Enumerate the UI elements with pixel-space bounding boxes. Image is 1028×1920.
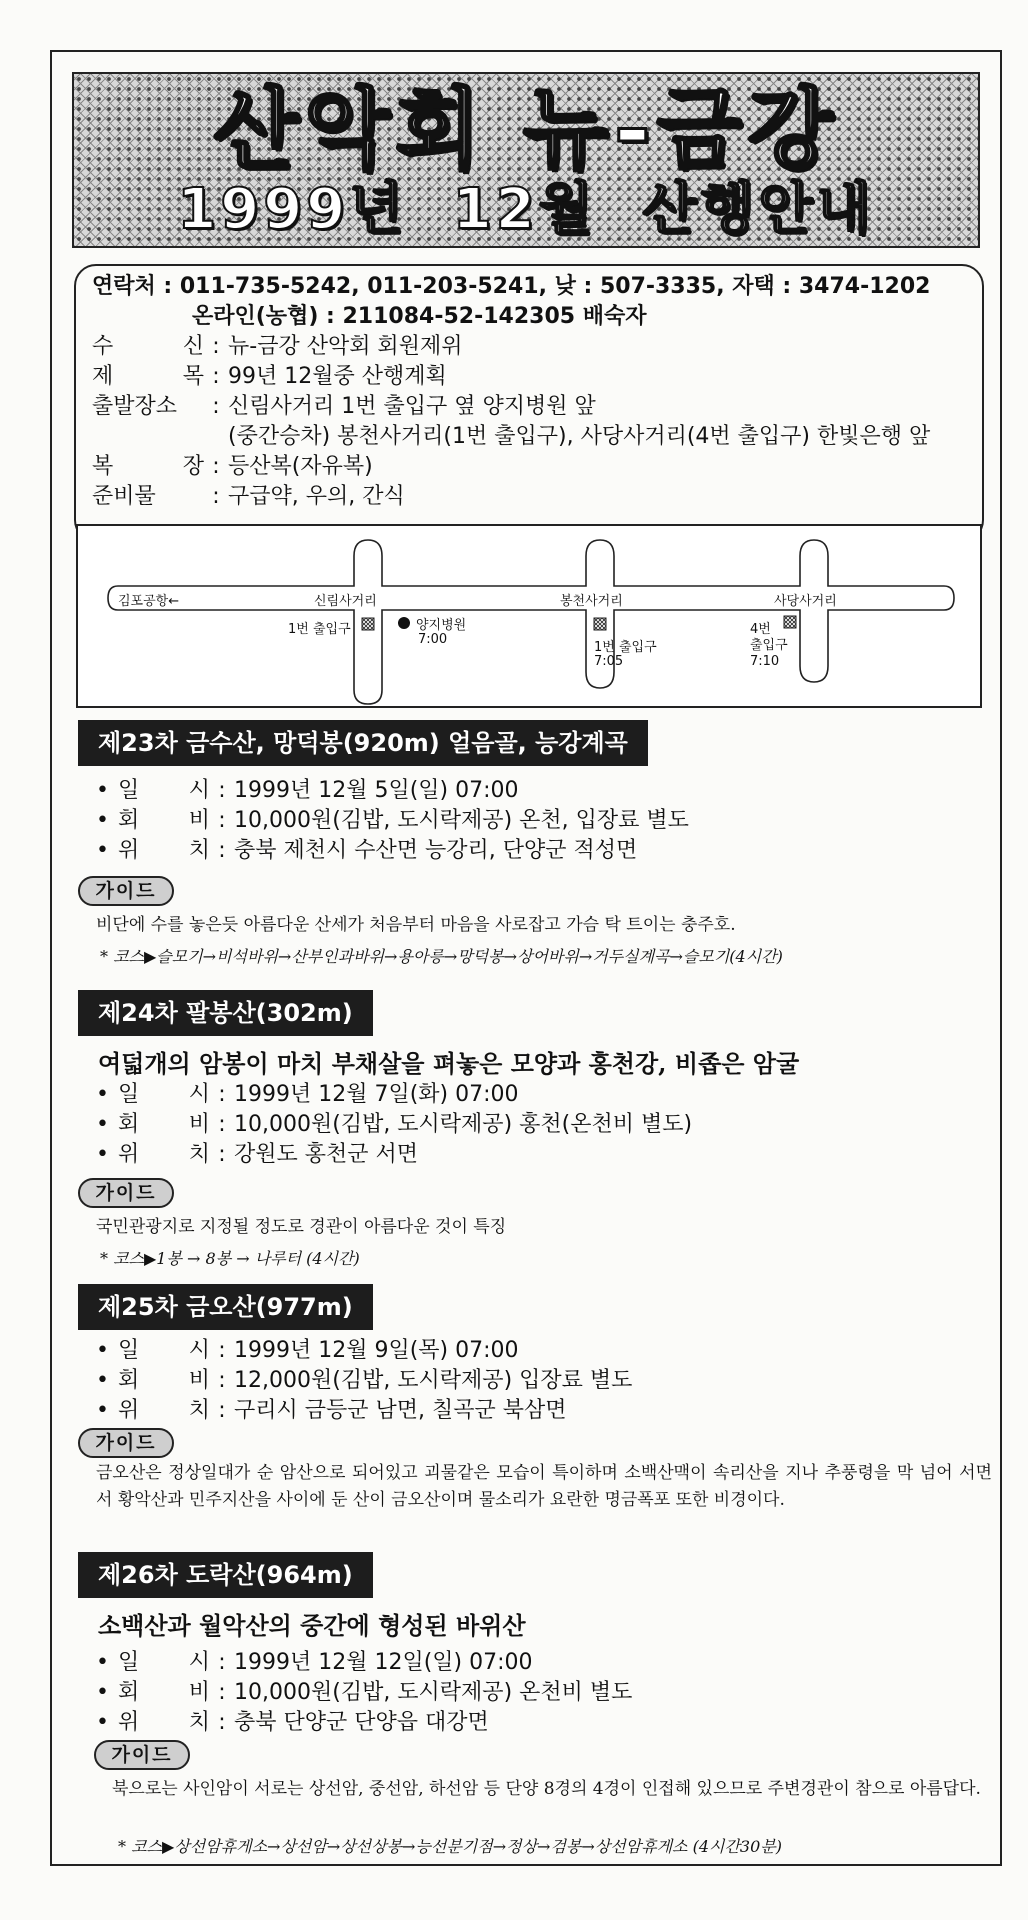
trip-25-details: • 일 시 : 1999년 12월 9일(목) 07:00 • 회 비 : 12,000원(김밥, 도시락제공) 입장료 별도 • 위 치 : 구리시 금등군 남면, 칠곡군 북삼면 [96,1336,632,1426]
sillim-exit-marker [362,618,374,630]
trip-26-guide-text: 북으로는 사인암이 서로는 상선암, 중선암, 하선암 등 단양 8경의 4경이 인접해 있으므로 주변경관이 참으로 아름답다. [112,1779,981,1799]
route-map [76,524,982,708]
info-row-supplies: 준비물 : 구급약, 우의, 간식 [92,484,405,509]
trip-24-course: * 코스▶1봉 → 8봉 → 나루터 (4시간) [100,1249,360,1268]
bongcheon-exit-label: 1번 출입구 [594,640,657,655]
info-row-recipient: 수 신 : 뉴-금강 산악회 회원제위 [92,334,463,359]
trip-23-date: 1999년 12월 5일(일) 07:00 [234,778,519,803]
sadang-exit-label-2: 출입구 [750,638,788,653]
hospital-marker [398,617,410,629]
sadang-label: 사당사거리 [774,594,837,609]
trip-23-course: * 코스▶슬모기→비석바위→산부인과바위→용아릉→망덕봉→상어바위→거두실계곡→슬모기(4시간) [100,947,783,966]
trip-26-location: 충북 단양군 단양읍 대강면 [234,1710,489,1735]
info-row-pickup: (중간승차) 봉천사거리(1번 출입구), 사당사거리(4번 출입구) 한빛은행 앞 [228,424,931,449]
trip-25-date: 1999년 12월 9일(목) 07:00 [234,1338,519,1363]
trip-23-fee: 10,000원(김밥, 도시락제공) 온천, 입장료 별도 [234,808,689,833]
club-title: 산악회 뉴-금강 [213,78,839,181]
trip-23-guide-text: 비단에 수를 놓은듯 아름다운 산세가 처음부터 마음을 사로잡고 가슴 탁 트이는 충주호. [96,915,736,935]
contact-line: 연락처 : 011-735-5242, 011-203-5241, 낮 : 507-3335, 자택 : 3474-1202 [92,274,931,299]
sadang-time: 7:10 [750,654,780,669]
hospital-time: 7:00 [418,632,448,647]
trip-24-guide-text: 국민관광지로 지정될 정도로 경관이 아름다운 것이 특징 [96,1217,507,1237]
info-row-departure: 출발장소 : 신림사거리 1번 출입구 옆 양지병원 앞 [92,394,596,419]
trip-26-date: 1999년 12월 12일(일) 07:00 [234,1650,533,1675]
schedule-subtitle: 1999년 12월 산행안내 [177,177,875,242]
trip-26-fee: 10,000원(김밥, 도시락제공) 온천비 별도 [234,1680,633,1705]
bongcheon-exit-marker [594,618,606,630]
sillim-label: 신림사거리 [314,594,377,609]
trip-25-title: 제25차 금오산(977m) [78,1284,373,1330]
sillim-exit-label: 1번 출입구 [288,622,351,637]
trip-25-guide-text: 금오산은 정상일대가 순 암산으로 되어있고 괴물같은 모습이 특이하며 소백산맥이 속리산을 지나 추풍령을 막 넘어 서면서 황악산과 민주지산을 사이에 둔 산이 금오산이며 물소리가 요란한 명금폭포 또한 비경이다. [96,1463,992,1510]
trip-25-location: 구리시 금등군 남면, 칠곡군 북삼면 [234,1398,567,1423]
trip-26-course: * 코스▶상선암휴게소→상선암→상선상봉→능선분기점→정상→검봉→상선암휴게소 (4시간30분) [118,1837,782,1856]
hospital-label: 양지병원 [416,618,467,633]
trip-24-title: 제24차 팔봉산(302m) [78,990,373,1036]
trip-24-fee: 10,000원(김밥, 도시락제공) 홍천(온천비 별도) [234,1112,693,1137]
title-banner [72,72,980,248]
trip-23-details: • 일 시 : 1999년 12월 5일(일) 07:00 • 회 비 : 10,000원(김밥, 도시락제공) 온천, 입장료 별도 • 위 치 : 충북 제천시 수산면 능강리, 단양군 적성면 [96,776,689,866]
trip-24-date: 1999년 12월 7일(화) 07:00 [234,1082,519,1107]
trip-26-subtitle: 소백산과 월악산의 중간에 형성된 바위산 [98,1611,526,1640]
trip-24-guide-badge: 가이드 [78,1178,174,1208]
info-row-attire: 복 장 : 등산복(자유복) [92,454,373,479]
trip-24-details: • 일 시 : 1999년 12월 7일(화) 07:00 • 회 비 : 10,000원(김밥, 도시락제공) 홍천(온천비 별도) • 위 치 : 강원도 홍천군 서면 [96,1080,692,1170]
trip-23-location: 충북 제천시 수산면 능강리, 단양군 적성면 [234,838,638,863]
bank-account-line: 온라인(농협) : 211084-52-142305 배숙자 [192,304,647,329]
info-row-subject: 제 목 : 99년 12월중 산행계획 [92,364,447,389]
trip-23-title: 제23차 금수산, 망덕봉(920m) 얼음골, 능강계곡 [78,720,648,766]
airport-label: 김포공항← [118,594,180,609]
trip-26-details: • 일 시 : 1999년 12월 12일(일) 07:00 • 회 비 : 10,000원(김밥, 도시락제공) 온천비 별도 • 위 치 : 충북 단양군 단양읍 대강면 [96,1648,632,1738]
route-map-drawing [78,526,980,706]
trip-25-fee: 12,000원(김밥, 도시락제공) 입장료 별도 [234,1368,633,1393]
road-outline [108,540,954,704]
trip-24-location: 강원도 홍천군 서면 [234,1142,419,1167]
bongcheon-time: 7:05 [594,654,624,669]
trip-26-guide-badge: 가이드 [94,1740,190,1770]
sadang-exit-marker [784,616,796,628]
trip-25-guide-badge: 가이드 [78,1428,174,1458]
bongcheon-label: 봉천사거리 [560,594,623,609]
trip-24-subtitle: 여덟개의 암봉이 마치 부채살을 펴놓은 모양과 홍천강, 비좁은 암굴 [98,1049,800,1078]
info-box [74,264,984,542]
trip-26-title: 제26차 도락산(964m) [78,1552,373,1598]
trip-23-guide-badge: 가이드 [78,876,174,906]
sadang-exit-label-1: 4번 [750,622,771,637]
